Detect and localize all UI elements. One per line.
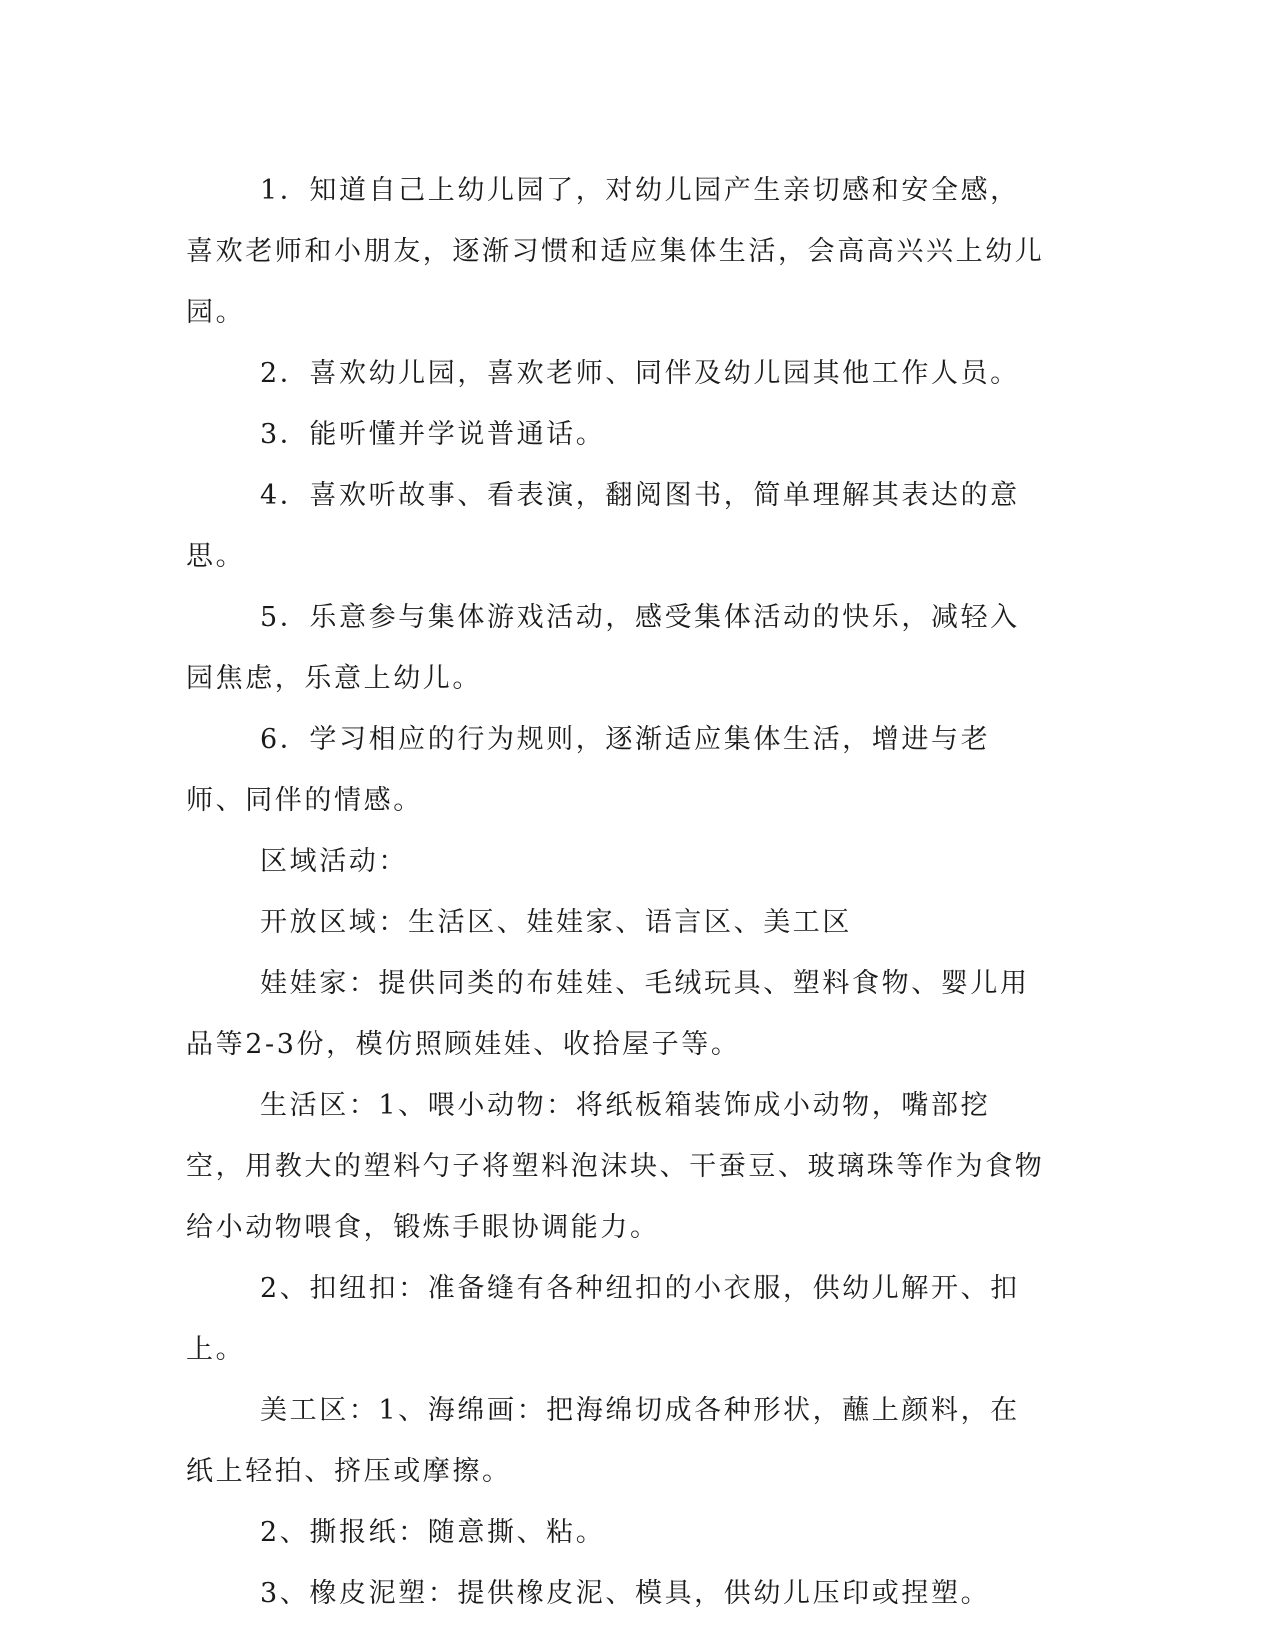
open-areas-paragraph: 开放区域：生活区、娃娃家、语言区、美工区 [260,907,852,938]
goal-paragraph-4: 4．喜欢听故事、看表演，翻阅图书，简单理解其表达的意思。 [186,480,1020,572]
goal-paragraph-5: 5．乐意参与集体游戏活动，感受集体活动的快乐，减轻入园焦虑，乐意上幼儿。 [186,602,1020,694]
art-area-paragraph-3: 3、橡皮泥塑：提供橡皮泥、模具，供幼儿压印或捏塑。 [260,1578,991,1609]
goal-paragraph-2: 2．喜欢幼儿园，喜欢老师、同伴及幼儿园其他工作人员。 [260,358,1020,389]
life-area-paragraph-1: 生活区：1、喂小动物：将纸板箱装饰成小动物，嘴部挖空，用教大的塑料勺子将塑料泡沫块、干蚕豆、玻璃珠等作为食物给小动物喂食，锻炼手眼协调能力。 [186,1090,1045,1243]
goal-paragraph-3: 3．能听懂并学说普通话。 [260,419,606,450]
goal-paragraph-1: 1．知道自己上幼儿园了，对幼儿园产生亲切感和安全感，喜欢老师和小朋友，逐渐习惯和适应集体生活，会高高兴兴上幼儿园。 [186,175,1045,328]
goal-paragraph-6: 6．学习相应的行为规则，逐渐适应集体生活，增进与老师、同伴的情感。 [186,724,991,816]
document-body [186,160,1046,1624]
art-area-paragraph-1: 美工区：1、海绵画：把海绵切成各种形状，蘸上颜料，在纸上轻拍、挤压或摩擦。 [186,1395,1020,1487]
art-area-paragraph-2: 2、撕报纸：随意撕、粘。 [260,1517,606,1548]
section-heading-area-activities: 区域活动： [260,846,408,877]
life-area-paragraph-2: 2、扣纽扣：准备缝有各种纽扣的小衣服，供幼儿解开、扣上。 [186,1273,1020,1365]
doll-house-paragraph: 娃娃家：提供同类的布娃娃、毛绒玩具、塑料食物、婴儿用品等2-3份，模仿照顾娃娃、收拾屋子等。 [186,968,1030,1060]
